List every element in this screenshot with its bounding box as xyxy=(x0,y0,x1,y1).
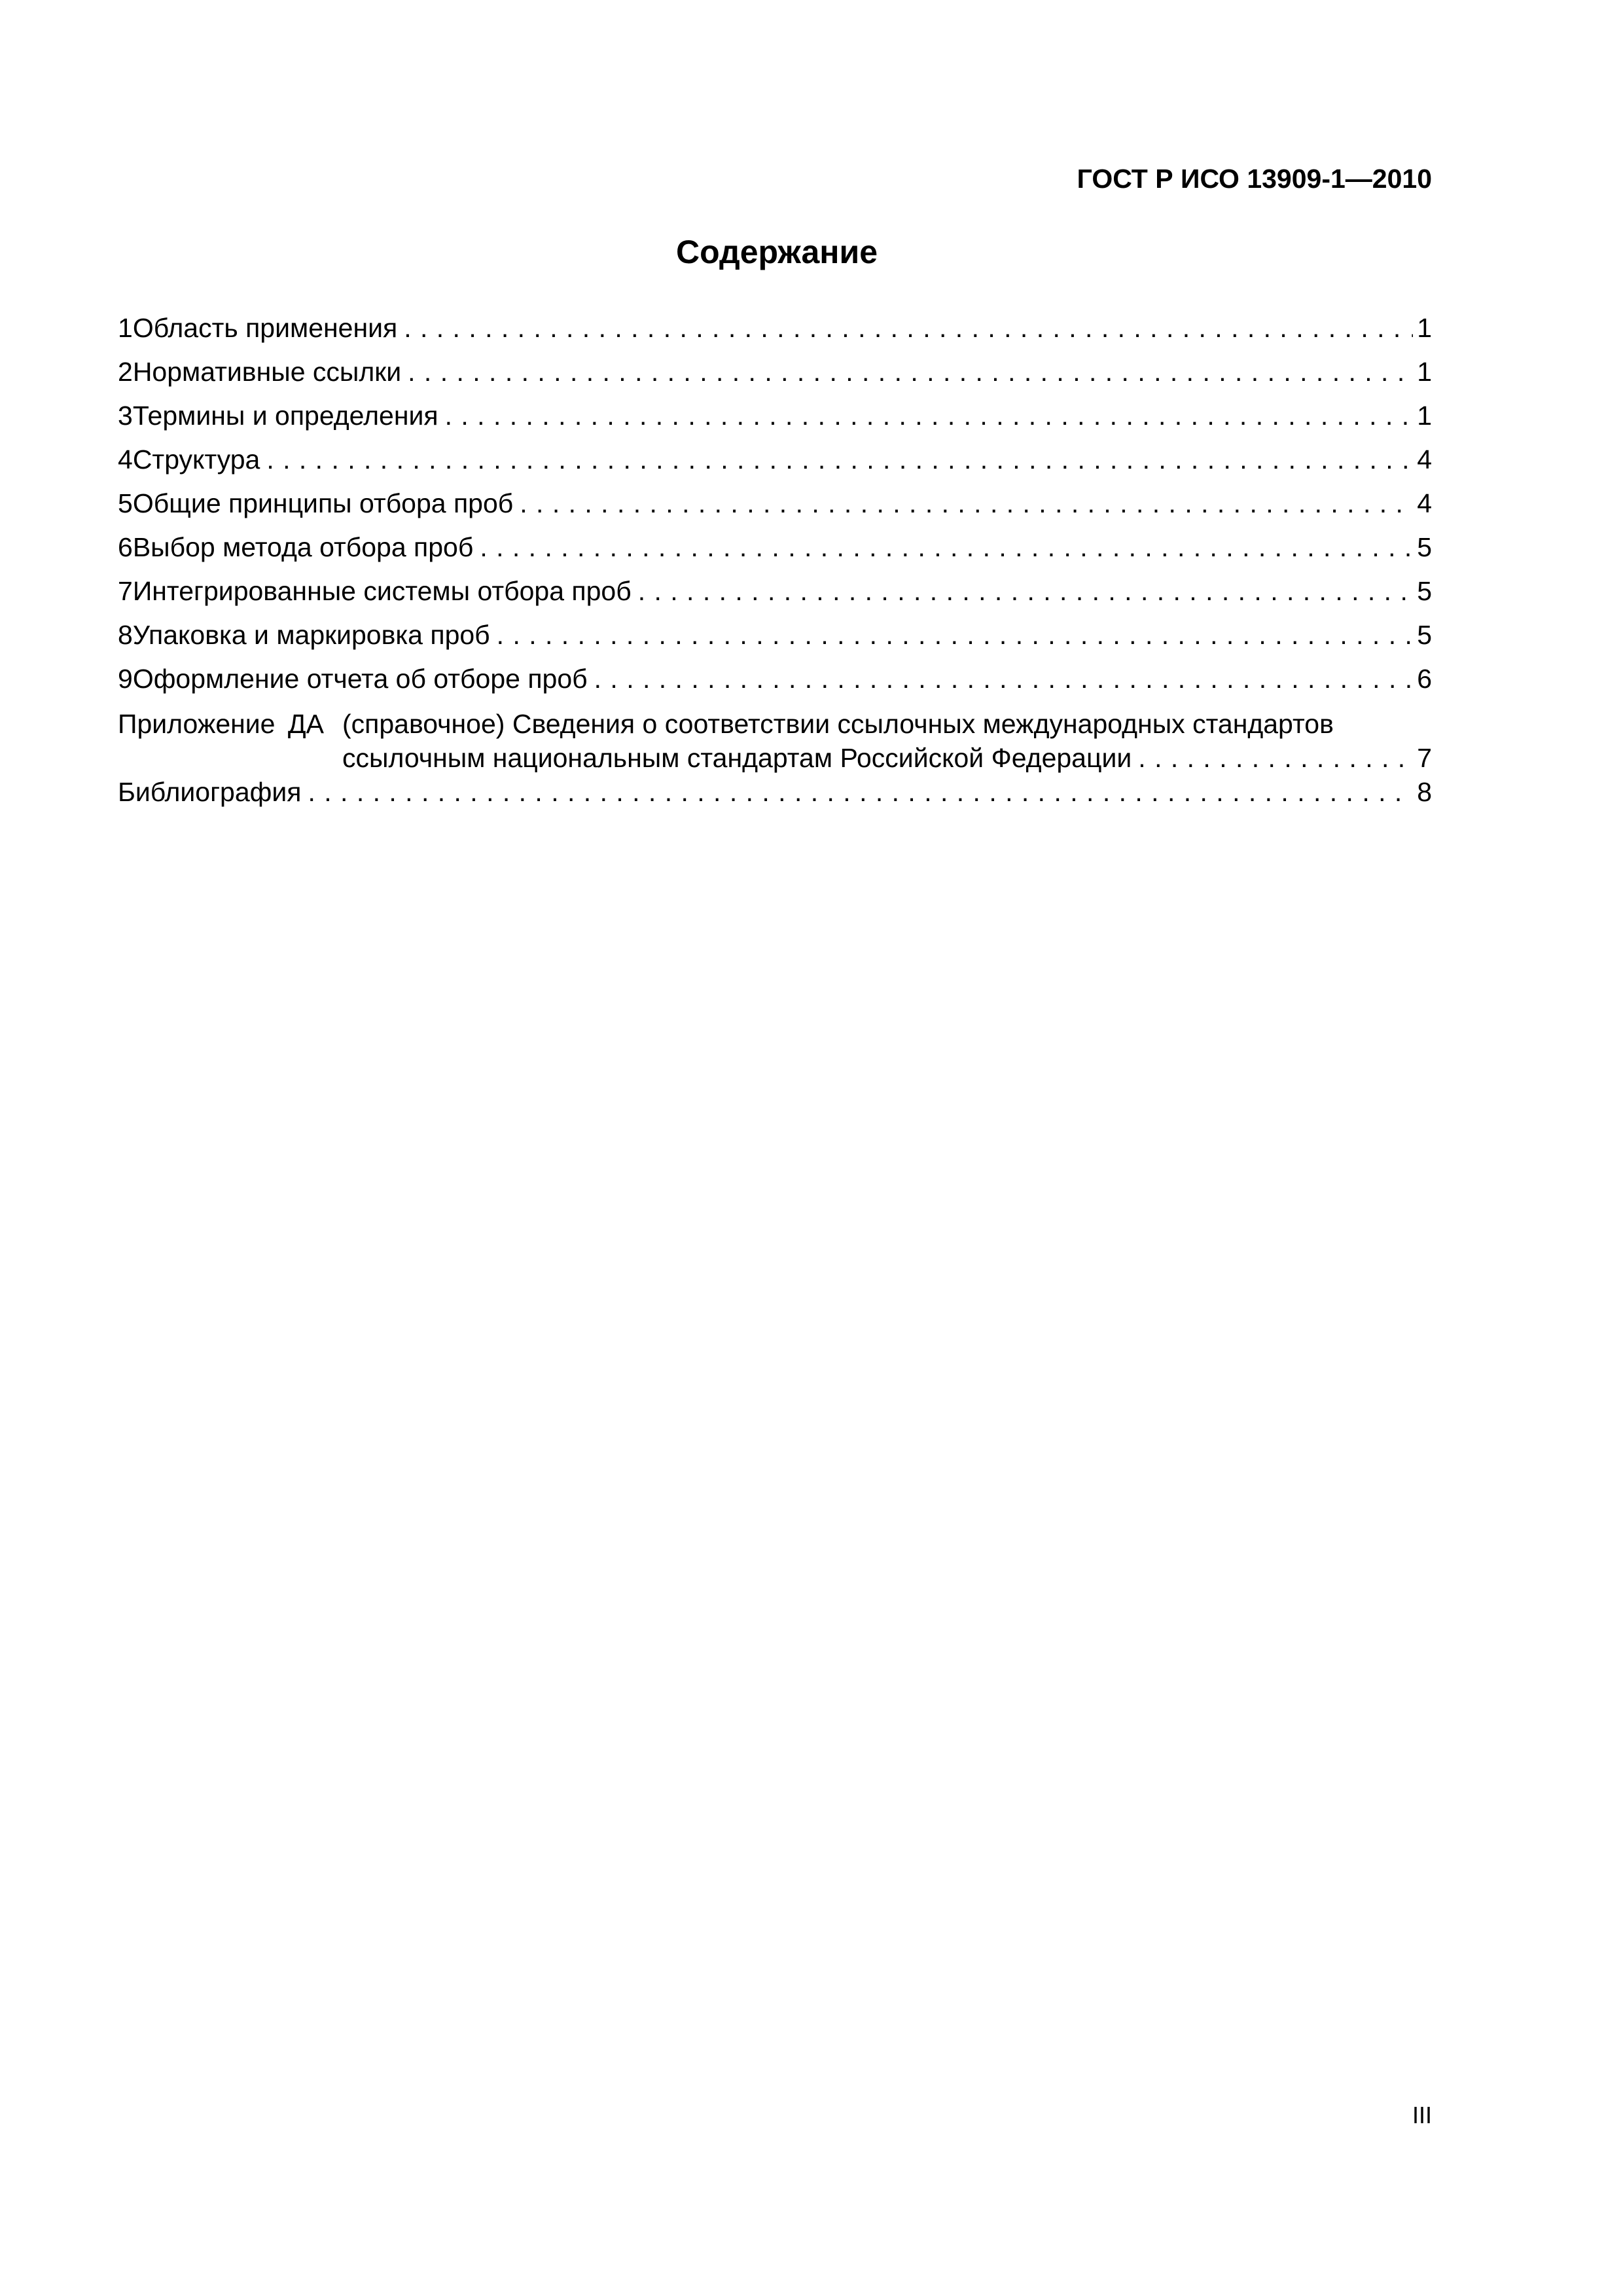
toc-entry-page: 5 xyxy=(1417,532,1432,562)
toc-entry-page: 6 xyxy=(1417,664,1432,694)
toc-entry-6[interactable] xyxy=(118,531,1432,575)
toc-entry-4[interactable] xyxy=(118,443,1432,487)
toc-entry-bibliography[interactable] xyxy=(118,776,1432,819)
toc-entry-text: Термины и определения xyxy=(132,401,438,431)
toc-entry-8[interactable] xyxy=(118,619,1432,662)
dot-leader xyxy=(1138,742,1413,774)
page-number: III xyxy=(1412,2102,1432,2128)
dot-leader xyxy=(638,575,1413,607)
annex-title-line2: ссылочным национальным стандартам Российской Федерации xyxy=(342,743,1132,773)
toc-entry-page: 1 xyxy=(1417,313,1432,343)
toc-entry-annex[interactable] xyxy=(118,708,1432,776)
toc-entry-3[interactable] xyxy=(118,399,1432,443)
toc-entry-page: 1 xyxy=(1417,357,1432,387)
dot-leader xyxy=(445,399,1414,432)
toc-entry-page: 5 xyxy=(1417,576,1432,606)
dot-leader xyxy=(308,776,1413,808)
toc-entry-text: Выбор метода отбора проб xyxy=(132,532,474,562)
toc-entry-number: 9 xyxy=(118,664,133,694)
toc-entry-number: 5 xyxy=(118,488,133,518)
toc-entry-text: Структура xyxy=(132,444,260,475)
toc-entry-page: 7 xyxy=(1417,743,1432,773)
table-of-contents xyxy=(118,312,1432,819)
annex-label: Приложение ДА xyxy=(118,709,324,739)
toc-entry-text: Библиография xyxy=(118,777,302,807)
toc-entry-page: 5 xyxy=(1417,620,1432,650)
toc-entry-number: 1 xyxy=(118,313,133,343)
toc-entry-text: Область применения xyxy=(132,313,398,343)
dot-leader xyxy=(594,662,1414,695)
dot-leader xyxy=(497,619,1414,651)
toc-entry-number: 2 xyxy=(118,357,133,387)
toc-entry-2[interactable] xyxy=(118,355,1432,399)
toc-entry-5[interactable] xyxy=(118,487,1432,531)
toc-entry-number: 4 xyxy=(118,444,133,475)
toc-entry-page: 1 xyxy=(1417,401,1432,431)
dot-leader xyxy=(480,531,1413,564)
dot-leader xyxy=(404,312,1413,344)
toc-entry-page: 8 xyxy=(1417,777,1432,807)
toc-entry-text: Общие принципы отбора проб xyxy=(132,488,514,518)
toc-entry-text: Упаковка и маркировка проб xyxy=(132,620,490,650)
toc-entry-number: 7 xyxy=(118,576,133,606)
dot-leader xyxy=(520,487,1413,520)
toc-entry-text: Оформление отчета об отборе проб xyxy=(132,664,588,694)
toc-entry-text: Нормативные ссылки xyxy=(132,357,402,387)
toc-entry-9[interactable] xyxy=(118,662,1432,706)
toc-entry-number: 6 xyxy=(118,532,133,562)
annex-title-line1: (справочное) Сведения о соответствии ссылочных международных стандартов xyxy=(342,709,1334,739)
toc-entry-page: 4 xyxy=(1417,444,1432,475)
toc-title: Содержание xyxy=(675,234,878,270)
toc-entry-number: 3 xyxy=(118,401,133,431)
toc-entry-7[interactable] xyxy=(118,575,1432,619)
toc-entry-text: Интегрированные системы отбора проб xyxy=(132,576,632,606)
document-code: ГОСТ Р ИСО 13909-1—2010 xyxy=(1077,164,1432,194)
toc-entry-1[interactable] xyxy=(118,312,1432,355)
toc-entry-page: 4 xyxy=(1417,488,1432,518)
dot-leader xyxy=(266,443,1413,476)
toc-entry-number: 8 xyxy=(118,620,133,650)
dot-leader xyxy=(408,355,1413,388)
